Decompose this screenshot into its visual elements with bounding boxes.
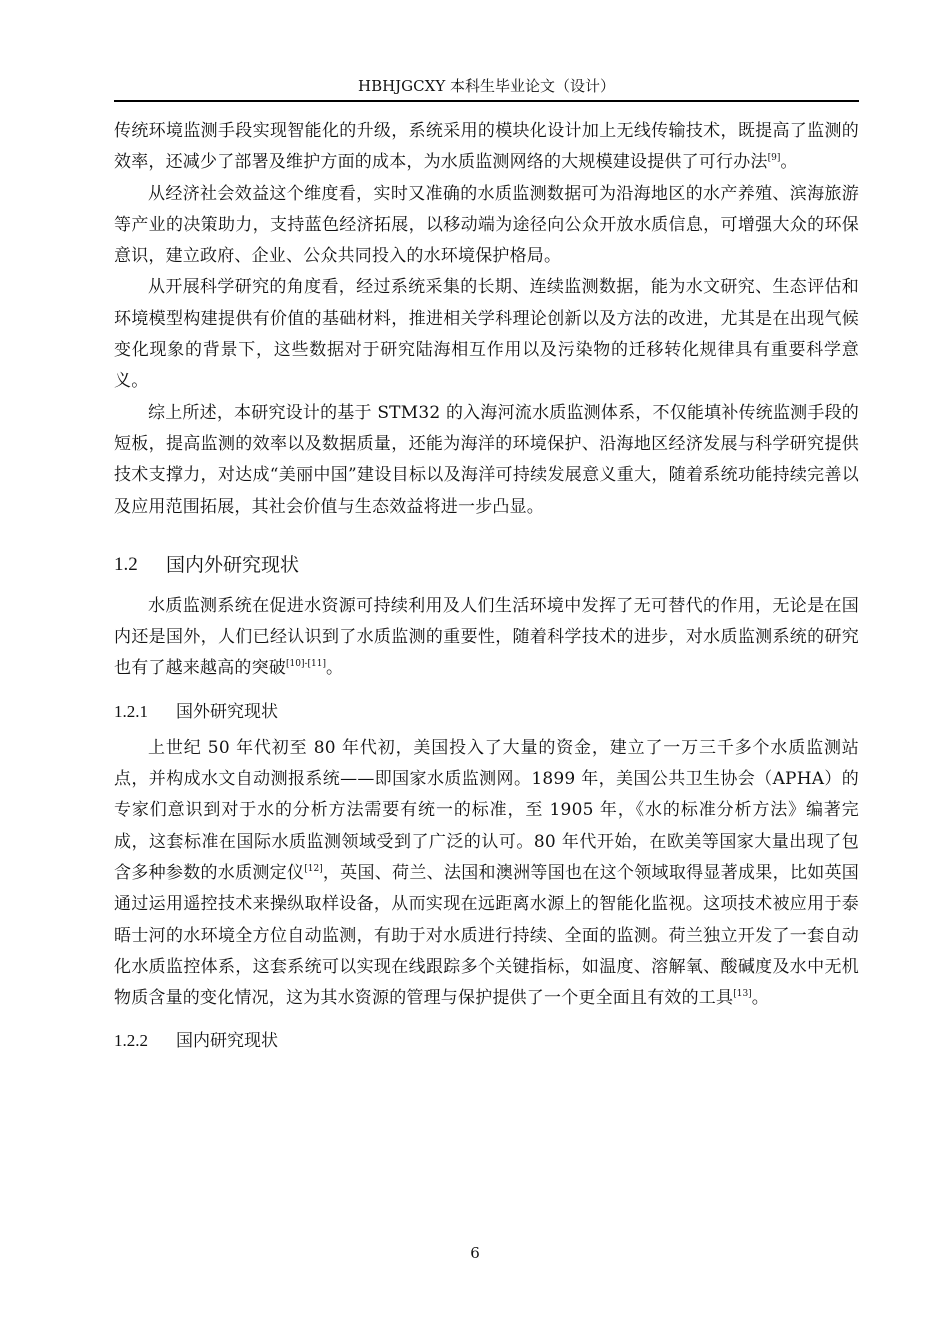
punctuation: 。 (780, 152, 798, 173)
citation: [10]-[11] (286, 659, 326, 670)
paragraph: 综上所述，本研究设计的基于 STM32 的入海河流水质监测体系，不仅能填补传统监测手段的短板，提高监测的效率以及数据质量，还能为海洋的环境保护、沿海地区经济发展与科学研究提供技术支撑力，对达成“美丽中国”建设目标以及海洋可持续发展意义重大，随着系统功能持续完善以及应用范围拓展，其社会价值与生态效益将进一步凸显。 (114, 402, 859, 517)
citation: [9] (767, 153, 781, 164)
paragraph-text: 水质监测系统在促进水资源可持续利用及人们生活环境中发挥了无可替代的作用，无论是在国内还是国外，人们已经认识到了水质监测的重要性，随着科学技术的进步，对水质监测系统的研究也有了越来越高的突破 (114, 595, 859, 679)
paragraph-text: 上世纪 50 年代初至 80 年代初，美国投入了大量的资金，建立了一万三千多个水质监测站点，并构成水文自动测报系统——即国家水质监测网。1899 年，美国公共卫生协会（APHA）的专家们意识到对于水的分析方法需要有统一的标准，至 1905 年，《水的标准分析方法》编著完成，这套标准在国际水质监测领域受到了广泛的认可。80 年代开始，在欧美等国家大量出现了包含多种参数的水质测定仪 (114, 737, 859, 883)
paragraph (114, 733, 859, 1015)
section-number: 1.2 (114, 553, 138, 575)
paragraph (114, 116, 859, 179)
paragraph (114, 591, 859, 685)
citation: [12] (304, 863, 323, 874)
paragraph: 从经济社会效益这个维度看，实时又准确的水质监测数据可为沿海地区的水产养殖、滨海旅游等产业的决策助力，支持蓝色经济拓展，以移动端为途径向公众开放水质信息，可增强大众的环保意识，建立政府、企业、公众共同投入的水环境保护格局。 (114, 183, 859, 267)
header-rule (114, 100, 859, 102)
subsection-heading (114, 699, 859, 725)
punctuation: 。 (326, 658, 344, 679)
subsection-title: 国内研究现状 (176, 1031, 278, 1052)
page-header: HBHJGCXY 本科生毕业论文（设计） (357, 77, 615, 95)
citation: [13] (733, 989, 752, 1000)
paragraph-text: 传统环境监测手段实现智能化的升级，系统采用的模块化设计加上无线传输技术，既提高了监测的效率，还减少了部署及维护方面的成本，为水质监测网络的大规模建设提供了可行办法 (114, 121, 859, 173)
section-heading (114, 551, 859, 579)
page-number: 6 (470, 1244, 480, 1262)
subsection-number: 1.2.1 (114, 701, 148, 721)
section-title: 国内外研究现状 (166, 553, 300, 576)
document-body (114, 116, 859, 1062)
paragraph: 从开展科学研究的角度看，经过系统采集的长期、连续监测数据，能为水文研究、生态评估和环境模型构建提供有价值的基础材料，推进相关学科理论创新以及方法的改进，尤其是在出现气候变化现象的背景下，这些数据对于研究陆海相互作用以及污染物的迁移转化规律具有重要科学意义。 (114, 277, 859, 392)
punctuation: 。 (751, 988, 769, 1009)
paragraph-text: ，英国、荷兰、法国和澳洲等国也在这个领域取得显著成果，比如英国通过运用遥控技术来操纵取样设备，从而实现在远距离水源上的智能化监视。这项技术被应用于泰晤士河的水环境全方位自动监测，有助于对水质进行持续、全面的监测。荷兰独立开发了一套自动化水质监控体系，这套系统可以实现在线跟踪多个关键指标，如温度、溶解氧、酸碱度及水中无机物质含量的变化情况，这为其水资源的管理与保护提供了一个更全面且有效的工具 (114, 862, 859, 1009)
subsection-heading (114, 1028, 859, 1054)
subsection-title: 国外研究现状 (176, 701, 278, 722)
subsection-number: 1.2.2 (114, 1031, 148, 1051)
